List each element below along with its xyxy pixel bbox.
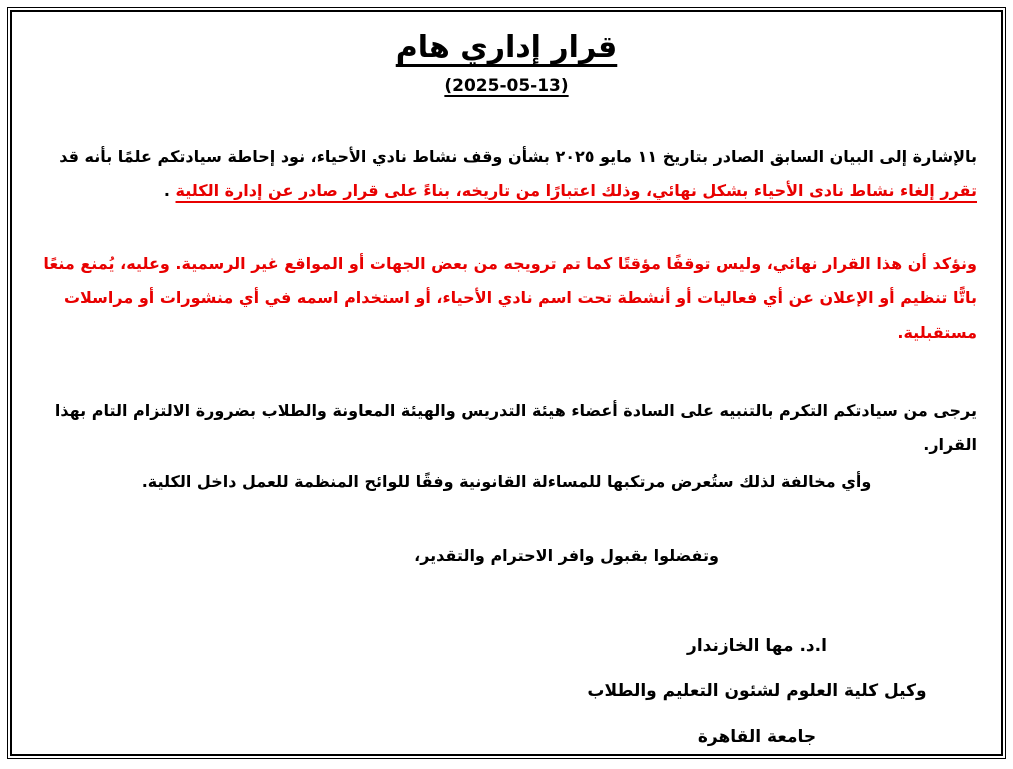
sentence-period: . bbox=[163, 181, 170, 201]
page-title-text: قرار إداري هام bbox=[395, 30, 618, 65]
page-border-outer bbox=[7, 7, 1006, 759]
signer-role: وكيل كلية العلوم لشئون التعليم والطلاب bbox=[587, 681, 927, 702]
final-decision-paragraph: ونؤكد أن هذا القرار نهائي، وليس توقفًا مؤقتًا كما تم ترويجه من بعض الجهات أو المواقع غير الرسمية. وعليه، يُمنع منعًا باتًّا تنظيم أو الإعلان عن أي فعاليات أو أنشطة تحت اسم نادي الأحياء، أو استخدام اسمه في أي منشورات أو مراسلات مستقبلية. bbox=[43, 253, 977, 342]
closing-salutation: وتفضلوا بقبول وافر الاحترام والتقدير، bbox=[414, 546, 719, 566]
signature-block bbox=[557, 624, 957, 756]
cancellation-decision-text: تقرر إلغاء نشاط نادى الأحياء بشكل نهائي، وذلك اعتبارًا من تاريخه، بناءً على قرار صادر عن إدارة الكلية bbox=[175, 181, 977, 201]
document-date bbox=[36, 76, 977, 96]
document-date-text: (2025-05-13) bbox=[444, 76, 569, 96]
page-border-inner bbox=[10, 10, 1003, 756]
signer-name: ا.د. مها الخازندار bbox=[687, 635, 827, 656]
reference-intro-text: بالإشارة إلى البيان السابق الصادر بتاريخ ١١ مايو ٢٠٢٥ بشأن وقف نشاط نادي الأحياء، نود إحاطة سيادتكم علمًا بأنه قد bbox=[59, 147, 977, 166]
compliance-request-line: يرجى من سيادتكم التكرم بالتنبيه على السادة أعضاء هيئة التدريس والهيئة المعاونة والطلاب بضرورة الالتزام التام بهذا القرار. bbox=[54, 400, 977, 455]
reference-paragraph bbox=[36, 140, 977, 209]
signer-institution: جامعة القاهرة bbox=[697, 727, 817, 748]
violation-warning-line: وأي مخالفة لذلك ستُعرض مرتكبها للمساءلة القانونية وفقًا للوائح المنظمة للعمل داخل الكلية. bbox=[141, 471, 872, 491]
page-title bbox=[36, 30, 977, 66]
